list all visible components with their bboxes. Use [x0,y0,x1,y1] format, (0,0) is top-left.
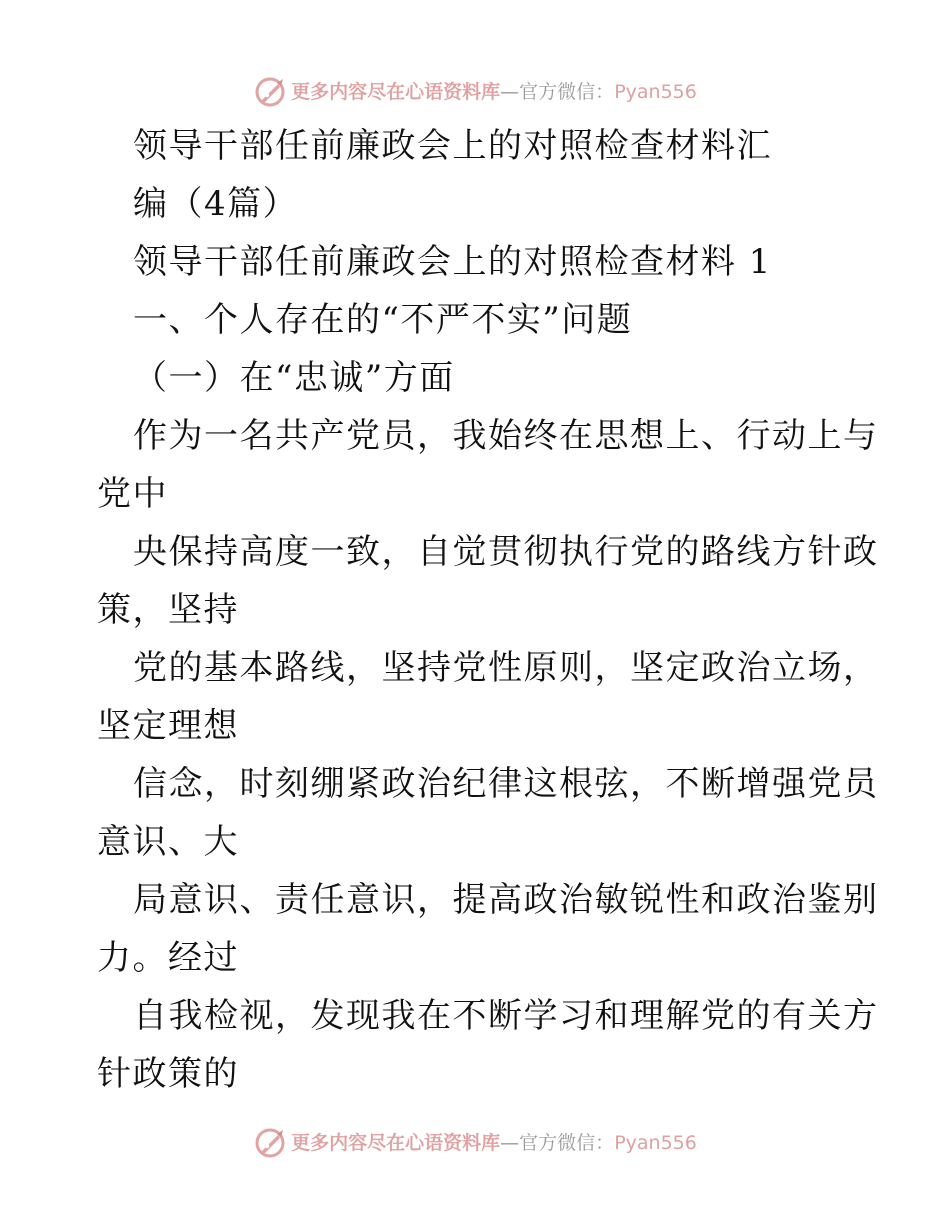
watermark-dash: — [500,81,520,103]
paragraph-line: 作为一名共产党员，我始终在思想上、行动上与 [133,416,879,456]
doc-title-line-1: 领导干部任前廉政会上的对照检查材料汇 [133,126,772,166]
heading-level-2: （一）在“忠诚”方面 [133,358,455,398]
paragraph-line: 力。经过 [97,938,239,978]
paragraph-line: 意识、大 [97,822,239,862]
paragraph-line: 坚定理想 [97,706,239,746]
quill-logo-icon [253,1126,287,1160]
paragraph-line: 局意识、责任意识，提高政治敏锐性和政治鉴别 [133,880,879,920]
paragraph-line: 党的基本路线，坚持党性原则，坚定政治立场， [133,648,879,688]
doc-title-line-2: 编（4篇） [133,184,299,224]
watermark-dash: — [500,1132,520,1154]
watermark-wechat-id: Pyan556 [614,81,697,103]
watermark-footer [0,1126,950,1160]
watermark-wechat-id: Pyan556 [614,1132,697,1154]
paragraph-line: 自我检视，发现我在不断学习和理解党的有关方 [133,996,879,1036]
watermark-header [0,75,950,109]
section-title: 领导干部任前廉政会上的对照检查材料 1 [133,242,772,282]
paragraph-line: 信念，时刻绷紧政治纪律这根弦，不断增强党员 [133,764,879,804]
watermark-main-text: 更多内容尽在心语资料库 [291,1132,501,1154]
paragraph-line: 策，坚持 [97,590,239,630]
paragraph-line: 针政策的 [97,1054,239,1094]
paragraph-line: 央保持高度一致，自觉贯彻执行党的路线方针政 [133,532,879,572]
paragraph-line: 党中 [97,474,168,514]
watermark-main-text: 更多内容尽在心语资料库 [291,81,501,103]
quill-logo-icon [253,75,287,109]
heading-level-1: 一、个人存在的“不严不实”问题 [133,300,633,340]
watermark-sub-text: 官方微信： [519,1132,615,1154]
watermark-sub-text: 官方微信： [519,81,615,103]
